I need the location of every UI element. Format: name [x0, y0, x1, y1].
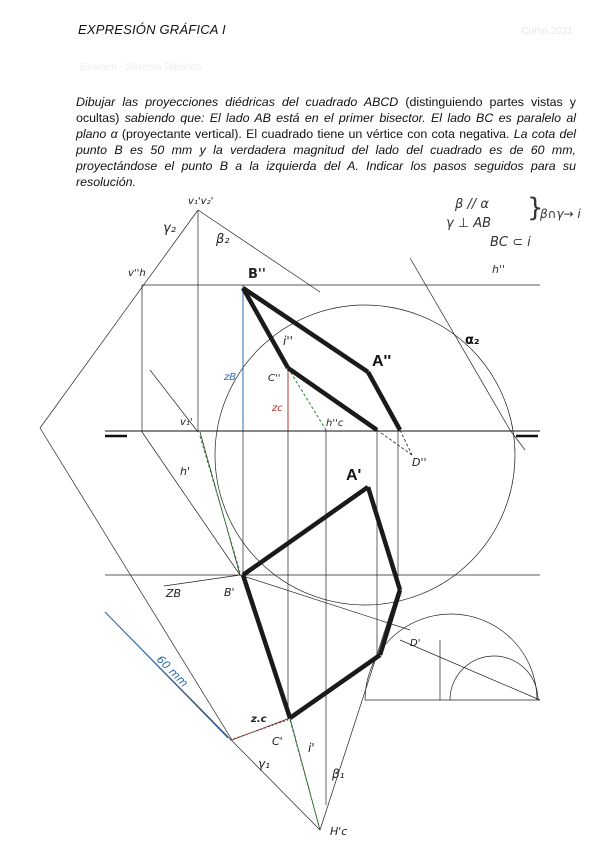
- label-C1: C': [272, 735, 283, 748]
- label-zc-upper: zc: [272, 403, 283, 414]
- note-intersection-result: β∩γ→ i: [540, 207, 581, 221]
- gamma-lower-trace: [40, 428, 232, 740]
- label-gamma1: γ₁: [258, 757, 270, 771]
- dim-60mm-blue-line: [105, 612, 228, 738]
- note-beta-parallel-alpha: β // α: [455, 197, 489, 212]
- note-h2: h'': [492, 263, 506, 276]
- drawing-labels: [128, 196, 480, 838]
- label-A2: A'': [372, 353, 392, 370]
- edge-hidden-D2: [377, 430, 412, 455]
- label-v1: v₁': [180, 417, 193, 428]
- label-B2: B'': [248, 267, 266, 282]
- edge-hidden-D2b: [400, 430, 412, 455]
- i1-green-line: [290, 720, 320, 830]
- gamma2-trace-line: [40, 210, 198, 428]
- ground-line: [105, 431, 540, 436]
- label-i1: i': [308, 741, 315, 755]
- label-D1: D': [410, 638, 421, 649]
- label-beta2: β₂: [216, 232, 230, 247]
- label-h2c: h''c: [326, 418, 344, 429]
- construction-lines: [40, 210, 540, 830]
- label-B1: B': [224, 586, 235, 599]
- label-gamma2: γ₂: [163, 221, 176, 236]
- label-C2: C'': [268, 373, 281, 384]
- edge-A1-D1b: [380, 590, 400, 655]
- label-60mm: 60 mm: [153, 652, 191, 690]
- note-brace: }: [527, 193, 544, 223]
- statement-part-5: La cota del punto B es 50 mm y la verdadera magnitud del lado del cuadrado es de 60 mm, proyectándose el punto B a la izquierda del A. Indicar los pasos seguidos para su resolución.: [76, 127, 577, 189]
- exam-title: EXPRESIÓN GRÁFICA I: [78, 22, 226, 37]
- edge-C1-B1: [243, 575, 290, 718]
- handwritten-notes: [446, 193, 581, 276]
- beta1-trace-line: [320, 590, 398, 830]
- label-A1: A': [346, 467, 362, 484]
- label-h1: h': [180, 465, 190, 478]
- B1-to-D1-line: [240, 575, 410, 630]
- note-BC-in-i: BC ⊂ i: [490, 235, 531, 250]
- alpha2-trace-line: [410, 258, 510, 430]
- statement-part-4: (proyectante vertical). El cuadrado tiene un vértice con cota negativa.: [117, 127, 514, 141]
- edge-B1-A1: [243, 487, 368, 575]
- label-i2: i'': [283, 334, 293, 348]
- label-zc-lower: z.c: [251, 714, 267, 725]
- edge-B2-C2: [243, 288, 288, 368]
- label-zB-lower: ZB: [166, 587, 182, 600]
- statement-part-2: (distinguiendo partes vistas y ocultas): [76, 95, 576, 125]
- square-horizontal-projection: [243, 487, 400, 718]
- label-zB-upper: zB: [224, 372, 237, 383]
- statement-part-3: sabiendo que: El lado AB está en el primer bisector. El lado BC es paralelo al plano α: [76, 111, 577, 141]
- label-beta1: β₁: [332, 767, 345, 781]
- alpha-extension-line: [510, 430, 525, 450]
- label-D2: D'': [412, 456, 427, 469]
- construction-circle: [215, 305, 515, 605]
- v-to-B-line: [142, 432, 240, 575]
- label-vh: v''h: [128, 268, 146, 279]
- right-arc-base-line: [400, 640, 540, 700]
- zB-lower-line: [164, 575, 240, 586]
- statement-part-1: Dibujar las proyecciones diédricas del cuadrado ABCD: [76, 95, 399, 109]
- faint-subtitle: Examen - Sistema Diédrico: [80, 62, 202, 73]
- i2-green-line: [288, 368, 326, 430]
- edge-A1-D1a: [368, 487, 400, 590]
- label-H1c: H'c: [330, 825, 348, 838]
- label-v1v2: v₁'v₂': [188, 196, 214, 207]
- h1-green-line: [200, 436, 240, 572]
- edge-A2-D2: [368, 372, 400, 430]
- faint-course-label: Curso 2021: [521, 26, 573, 37]
- note-gamma-perp-AB: γ ⊥ AB: [446, 216, 492, 231]
- edge-B2-A2: [243, 288, 368, 372]
- label-alpha2: α₂: [465, 333, 480, 348]
